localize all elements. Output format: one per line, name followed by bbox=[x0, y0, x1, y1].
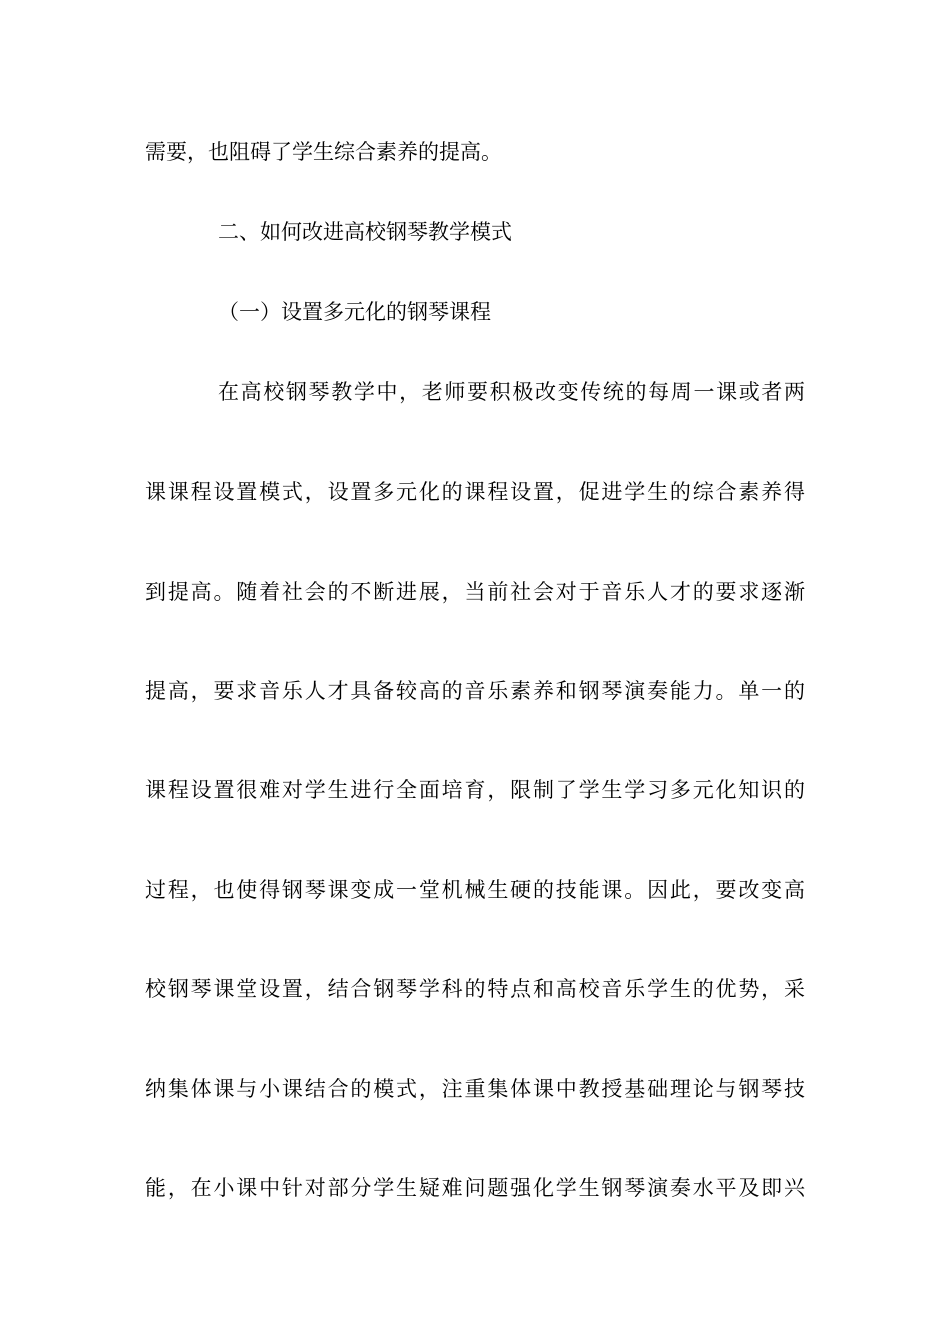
paragraph-line: 课程设置很难对学生进行全面培育，限制了学生学习多元化知识的 bbox=[145, 778, 805, 802]
paragraph-line: 课课程设置模式，设置多元化的课程设置，促进学生的综合素养得 bbox=[145, 480, 805, 504]
paragraph-line: 在高校钢琴教学中，老师要积极改变传统的每周一课或者两 bbox=[218, 380, 805, 404]
paragraph-line: 到提高。随着社会的不断进展，当前社会对于音乐人才的要求逐渐 bbox=[145, 580, 805, 604]
subsection-heading: （一）设置多元化的钢琴课程 bbox=[218, 300, 491, 324]
section-heading: 二、如何改进高校钢琴教学模式 bbox=[218, 220, 512, 244]
continuation-line: 需要，也阻碍了学生综合素养的提高。 bbox=[145, 140, 502, 164]
paragraph-line: 提高，要求音乐人才具备较高的音乐素养和钢琴演奏能力。单一的 bbox=[145, 679, 805, 703]
paragraph-line: 校钢琴课堂设置，结合钢琴学科的特点和高校音乐学生的优势，采 bbox=[145, 977, 805, 1001]
paragraph-line: 能，在小课中针对部分学生疑难问题强化学生钢琴演奏水平及即兴 bbox=[145, 1176, 805, 1200]
paragraph-line: 纳集体课与小课结合的模式，注重集体课中教授基础理论与钢琴技 bbox=[145, 1077, 805, 1101]
paragraph-line: 过程，也使得钢琴课变成一堂机械生硬的技能课。因此，要改变高 bbox=[145, 878, 805, 902]
